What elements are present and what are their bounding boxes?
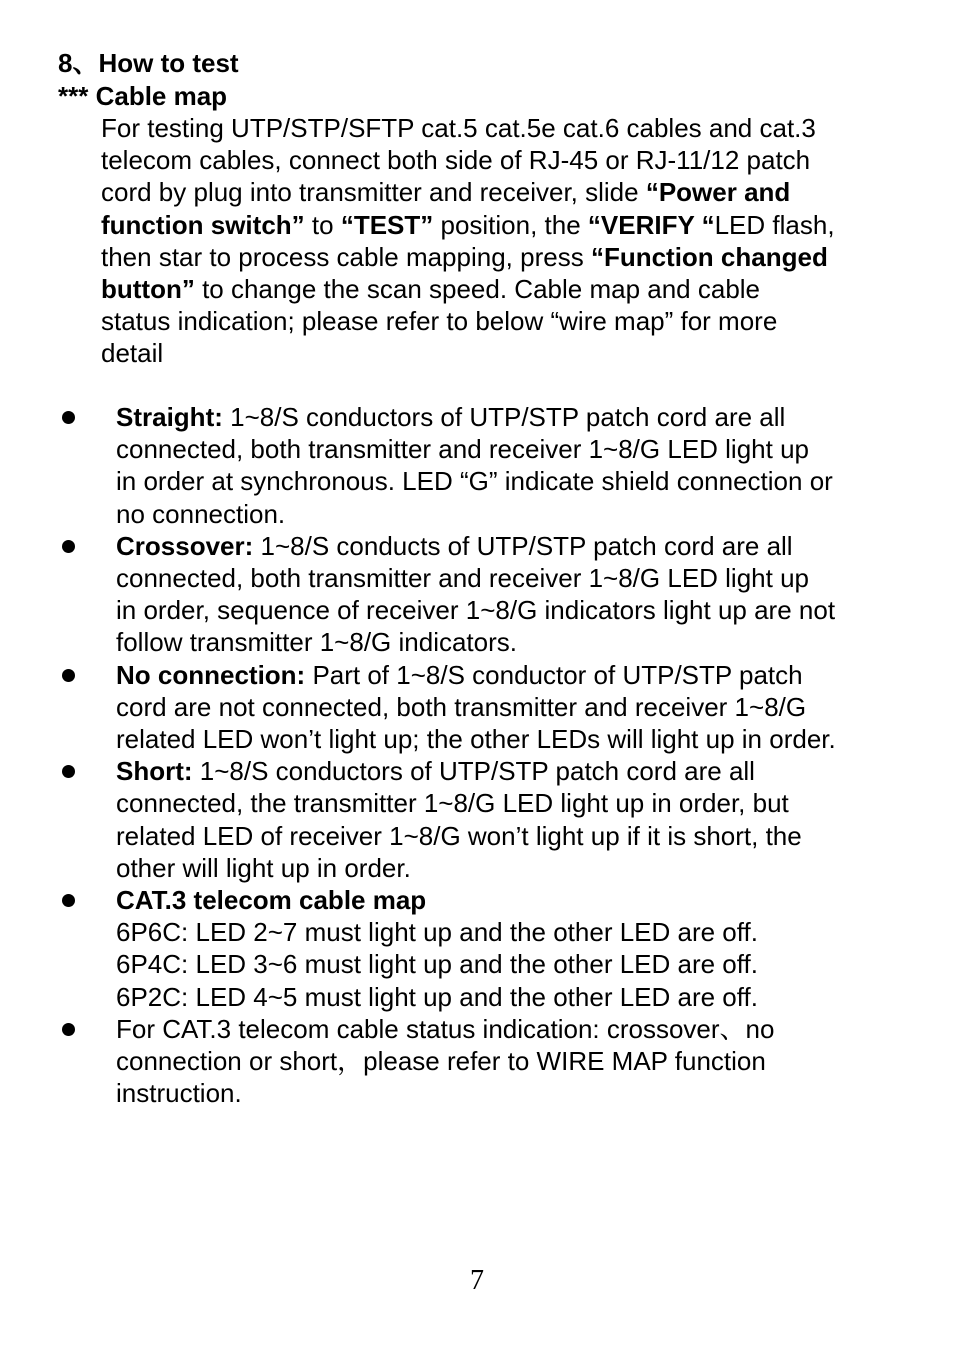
page-number: 7	[470, 1265, 484, 1296]
intro-text-run: LED flash, then star to process cable mapping, press	[101, 209, 835, 272]
bullet-item	[0, 530, 926, 659]
bullet-item	[0, 755, 926, 884]
bullet-dot-icon	[62, 894, 75, 907]
bullet-label: Short:	[116, 756, 193, 787]
bullet-dot-icon	[62, 540, 75, 553]
bullet-text: 1~8/S conducts of UTP/STP patch cord are all connected, both transmitter and receiver 1~8/G LED light up in order, sequence of receiver 1~8/G indicators light up are not follow transmitter 1~8/G indicators.	[116, 530, 836, 658]
bullet-label: CAT.3 telecom cable map	[116, 885, 427, 916]
bullet-text: 1~8/S conductors of UTP/STP patch cord are all connected, both transmitter and receiver 1~8/G LED light up in order at synchronous. LED “G” indicate shield connection or no connection.	[116, 402, 833, 529]
section-heading: 8、How to test	[58, 48, 239, 78]
bullet-item	[0, 401, 926, 530]
intro-text-run: position, the	[433, 209, 588, 240]
intro-bold-run: “VERIFY “	[587, 209, 715, 240]
intro-bold-run: “TEST”	[340, 209, 434, 240]
bullet-label: Crossover:	[116, 530, 254, 561]
bullet-label: No connection:	[116, 659, 306, 690]
bullet-item	[0, 884, 926, 1013]
subsection-heading: *** Cable map	[58, 81, 228, 111]
bullet-list	[0, 401, 954, 1109]
bullet-text: 6P6C: LED 2~7 must light up and the other LED are off. 6P4C: LED 3~6 must light up and the other LED are off. 6P2C: LED 4~5 must light up and the other LED are off.	[116, 917, 758, 1012]
bullet-dot-icon	[62, 765, 75, 778]
bullet-dot-icon	[62, 1023, 75, 1036]
intro-paragraph	[101, 112, 941, 370]
bullet-text: 1~8/S conductors of UTP/STP patch cord are all connected, the transmitter 1~8/G LED light up in order, but related LED of receiver 1~8/G won’t light up if it is short, the other will light up in order.	[116, 756, 802, 883]
bullet-text: For CAT.3 telecom cable status indication: crossover、no connection or short，please refer to WIRE MAP function instruction.	[116, 1013, 775, 1109]
bullet-item	[0, 659, 926, 756]
bullet-dot-icon	[62, 669, 75, 682]
intro-text-run: For testing UTP/STP/SFTP cat.5 cat.5e cat.6 cables and cat.3 telecom cables, connect both side of RJ-45 or RJ-11/12 patch cord by plug into transmitter and receiver, slide	[101, 113, 816, 208]
intro-bold-run: “Power and function switch”	[101, 177, 791, 240]
bullet-label: Straight:	[116, 402, 223, 432]
bullet-item	[0, 1013, 926, 1110]
bullet-text: Part of 1~8/S conductor of UTP/STP patch cord are not connected, both transmitter and receiver 1~8/G related LED won’t light up; the other LEDs will light up in order.	[116, 659, 836, 755]
intro-bold-run: “Function changed button”	[101, 241, 828, 305]
bullet-dot-icon	[62, 411, 75, 424]
intro-text-run: to change the scan speed. Cable map and cable status indication; please refer to below “wire map” for more detail	[101, 274, 778, 369]
intro-text-run: to	[304, 209, 341, 240]
